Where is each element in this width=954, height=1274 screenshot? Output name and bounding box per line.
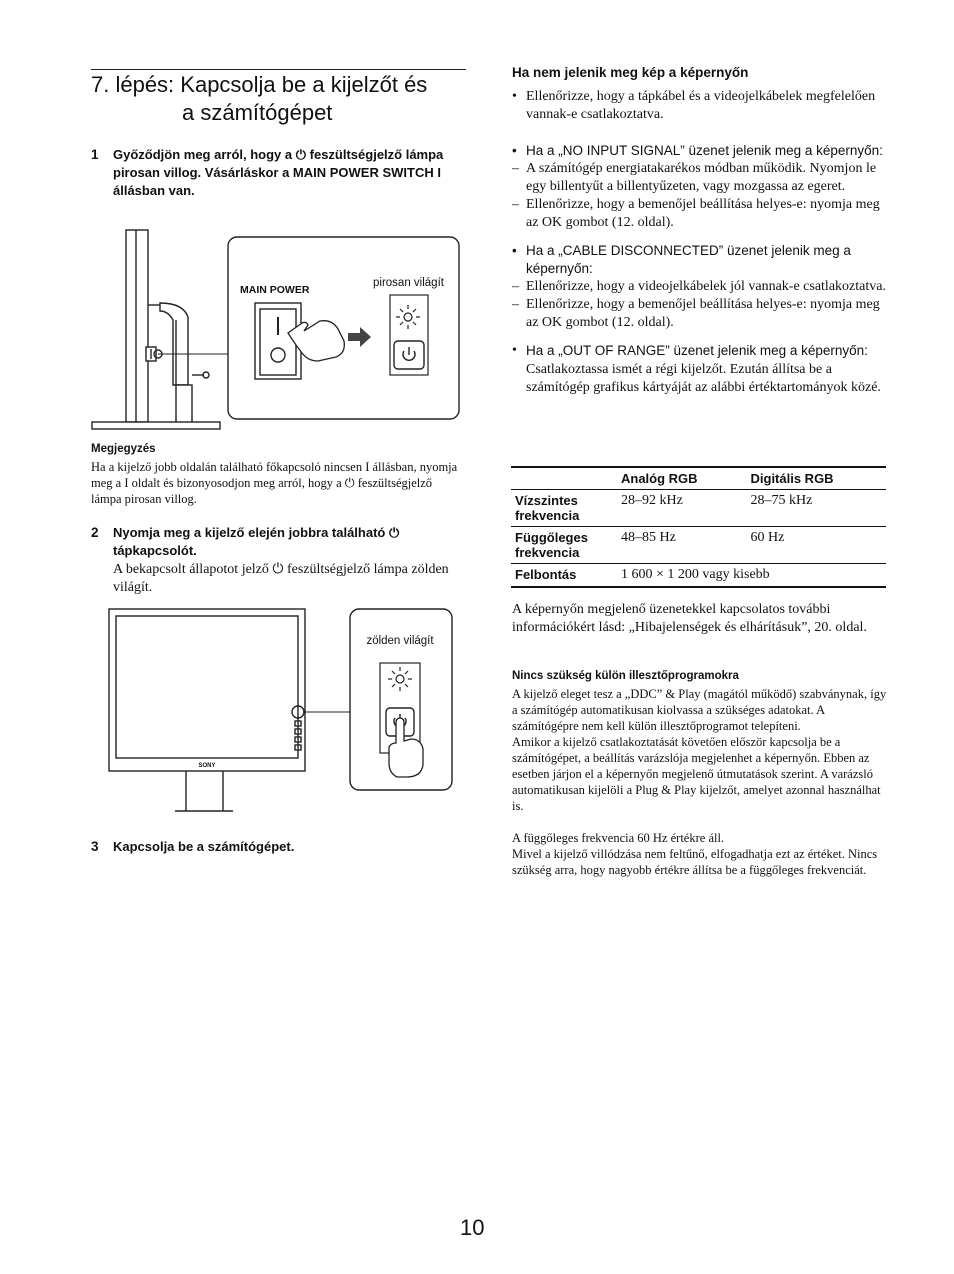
note-heading: Megjegyzés [91, 443, 156, 455]
bullet-no-input-signal [512, 142, 887, 160]
dash-energy-save-text: A számítógép energiatakarékos módban működik. Nyomjon le egy billentyűt a billentyűzeten, vagy mozgassa az egeret. [526, 161, 877, 194]
bullet-out-of-range-text: Csatlakoztassa ismét a régi kijelzőt. Ezután állítsa be a számítógép grafikus kártyáját az alábbi értéktartományok közé. [526, 362, 881, 395]
driver-paragraph-1: A kijelző eleget tesz a „DDC” & Play (magától működő) szabványnak, így a számítógép automatikusan kiolvassa a szükséges adatokat. A számítógépre nem kell külön illesztőprogramot telepíteni. [512, 687, 887, 733]
table-header-row [511, 467, 886, 490]
row-label-vertical: Függőleges frekvencia [515, 530, 588, 560]
main-power-label: MAIN POWER [240, 284, 310, 296]
cell-vertical-analog: 48–85 Hz [621, 530, 676, 545]
table-header-digital: Digitális RGB [747, 467, 887, 490]
bullet-cable-disconnected-text: Ha a „CABLE DISCONNECTED” üzenet jelenik meg a képernyőn: [526, 243, 851, 276]
driver-paragraph-3: A függőleges frekvencia 60 Hz értékre áll. [512, 831, 725, 845]
cell-horizontal-digital: 28–75 kHz [750, 493, 813, 508]
step-1-number: 1 [91, 147, 99, 162]
table-header-analog: Analóg RGB [617, 467, 747, 490]
page-title [91, 71, 471, 127]
dash-energy-save [512, 160, 887, 196]
step-3-number: 3 [91, 839, 99, 854]
step-2-number: 2 [91, 525, 99, 540]
power-button-icon [394, 341, 424, 369]
table-row [511, 564, 886, 588]
table-row [511, 490, 886, 527]
dash-cable-check-text: Ellenőrizze, hogy a videojelkábelek jól vannak-e csatlakoztatva. [526, 279, 886, 294]
dash-cable-check [512, 278, 887, 296]
step-2-subtext: A bekapcsolt állapotot jelző ⏻ feszültségjelző lámpa zölden világít. [113, 562, 449, 595]
bullet-out-of-range-lead: Ha a „OUT OF RANGE” üzenet jelenik meg a képernyőn: [526, 343, 868, 358]
bullet-cable-disconnected [512, 242, 887, 278]
step-3-text: Kapcsolja be a számítógépet. [113, 839, 295, 854]
monitor-side-view [92, 230, 228, 429]
driver-paragraph-4: Mivel a kijelző villódzása nem feltűnő, elfogadhatja ezt az értéket. Nincs szükség arra, hogy nagyobb értékre állítsa be a függőleges frekvenciát. [512, 847, 878, 877]
row-label-horizontal: Vízszintes frekvencia [515, 493, 580, 523]
table-row [511, 527, 886, 564]
cell-resolution: 1 600 × 1 200 vagy kisebb [621, 567, 770, 582]
cell-vertical-digital: 60 Hz [750, 530, 785, 545]
page-number: 10 [460, 1215, 485, 1240]
troubleshooting-heading: Ha nem jelenik meg kép a képernyőn [512, 65, 749, 80]
step-2-text: Nyomja meg a kijelző elején jobbra található ⏻ tápkapcsolót. [113, 525, 400, 558]
step-1-text: Győződjön meg arról, hogy a ⏻ feszültségjelző lámpa pirosan villog. Vásárláskor a MAIN POWER SWITCH I állásban van. [113, 147, 444, 198]
frequency-table [511, 466, 886, 588]
green-light-caption: zölden világít [366, 635, 434, 647]
driver-heading: Nincs szükség külön illesztőprogramokra [512, 670, 739, 682]
cell-horizontal-analog: 28–92 kHz [621, 493, 683, 508]
bullet-cable-check-text: Ellenőrizze, hogy a tápkábel és a videojelkábelek megfelelően vannak-e csatlakoztatva. [526, 89, 876, 122]
brand-logo: SONY [198, 763, 216, 769]
main-power-figure [88, 225, 463, 435]
troubleshooting-list [512, 88, 887, 397]
bullet-cable-check [512, 88, 887, 124]
more-info-text: A képernyőn megjelenő üzenetekkel kapcsolatos további információkért lásd: „Hibajelenségek és elhárításuk”, 20. oldal. [512, 602, 867, 635]
dash-input-setting-2-text: Ellenőrizze, hogy a bemenőjel beállítása helyes-e: nyomja meg az OK gombot (12. oldal). [526, 297, 880, 330]
page-title-line2: a számítógépet [182, 100, 333, 125]
page-title-line1: 7. lépés: Kapcsolja be a kijelzőt és [91, 72, 428, 97]
bullet-out-of-range [512, 342, 887, 397]
driver-paragraph-2: Amikor a kijelző csatlakoztatását követően először kapcsolja be a számítógépet, a beállítás varázslója megjelenhet a képernyőn. Ebben az esetben járjon el a képernyőn megjelenő útmutatások szerint. A varázsló automatikusan kijelöli a Plug & Play kijelzőt, amelyet azonnal használhat is. [512, 735, 881, 813]
row-label-resolution: Felbontás [515, 567, 577, 582]
red-light-caption: pirosan világít [373, 277, 444, 289]
bullet-no-input-signal-text: Ha a „NO INPUT SIGNAL” üzenet jelenik meg a képernyőn: [526, 143, 883, 158]
dash-input-setting-1 [512, 196, 887, 232]
power-on-figure [105, 605, 457, 820]
note-text: Ha a kijelző jobb oldalán található főkapcsoló nincsen I állásban, nyomja meg a I oldalt és bizonyosodjon meg arról, hogy a ⏻ feszültségjelző lámpa pirosan villog. [91, 460, 458, 506]
table-header-empty [511, 467, 617, 490]
title-rule [91, 69, 466, 70]
monitor-front-view [109, 609, 350, 811]
dash-input-setting-1-text: Ellenőrizze, hogy a bemenőjel beállítása helyes-e: nyomja meg az OK gombot (12. oldal). [526, 197, 880, 230]
dash-input-setting-2 [512, 296, 887, 332]
driver-text [512, 686, 887, 878]
